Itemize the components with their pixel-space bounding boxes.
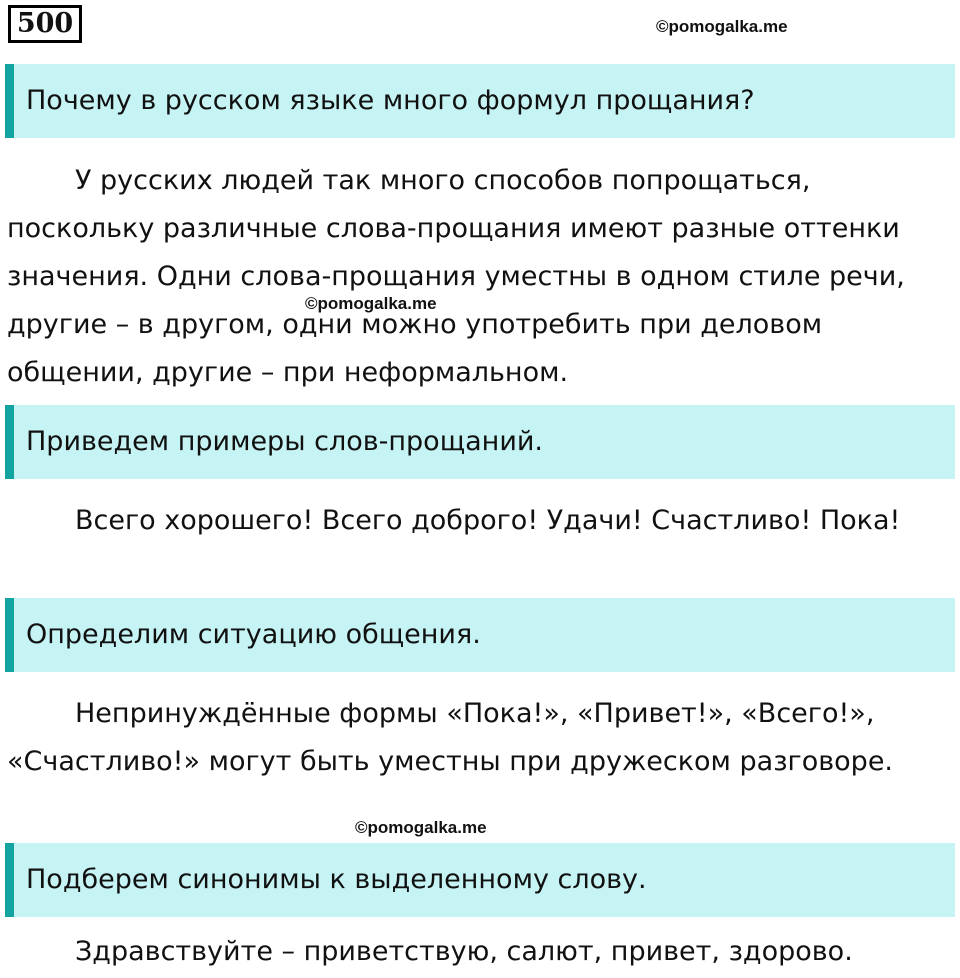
watermark-middle: ©pomogalka.me <box>305 294 437 313</box>
question-3: Определим ситуацию общения. <box>5 598 955 672</box>
answer-4: Здравствуйте – приветствую, салют, привет, здорово. <box>75 936 853 967</box>
watermark-top: ©pomogalka.me <box>656 17 788 36</box>
question-4: Подберем синонимы к выделенному слову. <box>5 843 955 917</box>
answer-1: У русских людей так много способов попрощаться, поскольку различные слова-прощания имеют разные оттенки значения. Одни слова-прощания уместны в одном стиле речи, другие – в другом, одни можно употребить при деловом общении, другие – при неформальном. <box>7 165 905 388</box>
answer-3: Непринуждённые формы «Пока!», «Привет!», «Всего!», «Счастливо!» могут быть уместны при дружеском разговоре. <box>7 698 894 777</box>
watermark-bottom: ©pomogalka.me <box>355 818 487 837</box>
task-number-badge: 500 <box>8 5 82 43</box>
question-2: Приведем примеры слов-прощаний. <box>5 405 955 479</box>
question-1: Почему в русском языке много формул прощания? <box>5 64 955 138</box>
answer-2: Всего хорошего! Всего доброго! Удачи! Счастливо! Пока! <box>75 505 901 536</box>
